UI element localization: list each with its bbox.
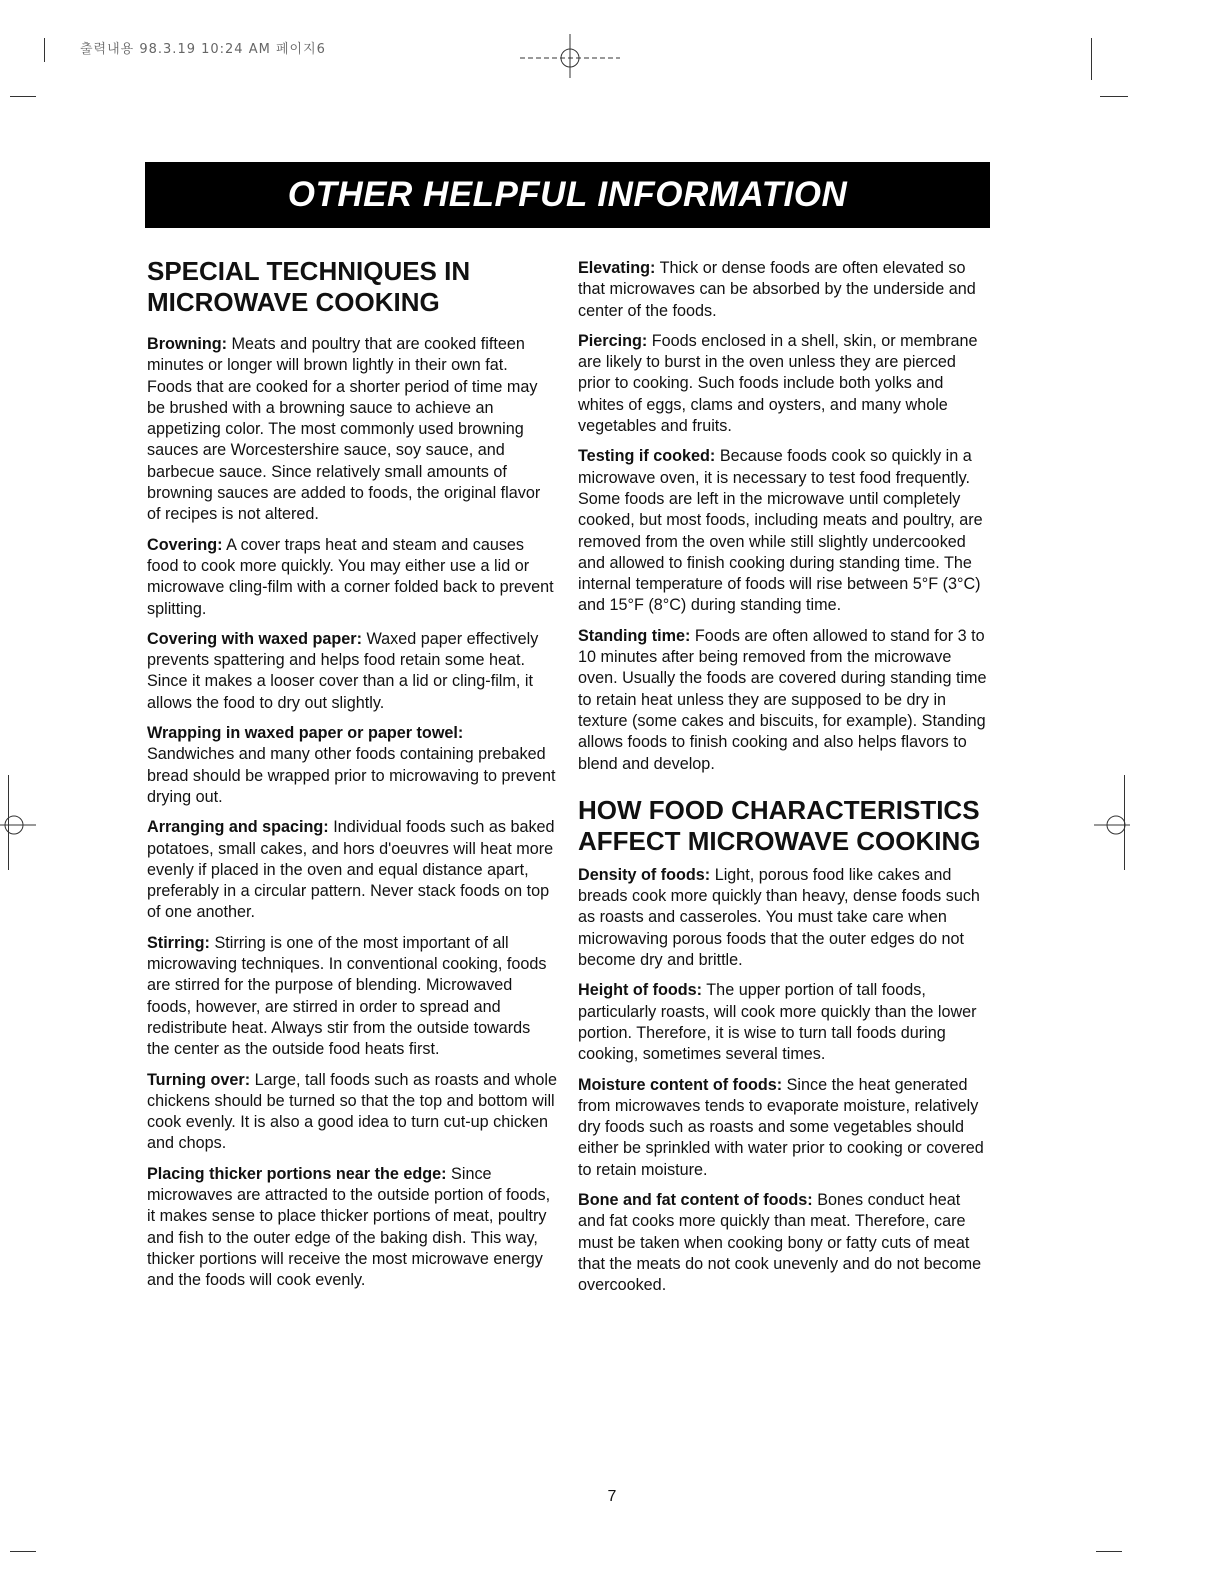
print-header: 출력내용 98.3.19 10:24 AM 페이지6 <box>80 42 326 57</box>
entry-term: Covering: <box>147 535 223 554</box>
entry-text: Sandwiches and many other foods containing prebaked bread should be wrapped prior to microwaving to prevent drying out. <box>147 745 556 806</box>
section-banner <box>145 162 990 228</box>
entry-text: Because foods cook so quickly in a microwave oven, it is necessary to test food frequently. Some foods are left in the microwave until completely cooked, but most foods, including meats and poultry, are removed from the oven while still slightly undercooked and allowed to finish cooking during standing time. The internal temperature of foods will rise between 5°F (3°C) and 15°F (8°C) during standing time. <box>578 447 983 615</box>
banner-title: OTHER HELPFUL INFORMATION <box>287 175 848 214</box>
entry-covering <box>147 535 557 620</box>
entry-text: Bones conduct heat and fat cooks more quickly than meat. Therefore, care must be taken when cooking bony or fatty cuts of meat that the meats do not cook unevenly and do not become overcooked. <box>578 1190 982 1295</box>
entry-text: Foods are often allowed to stand for 3 to 10 minutes after being removed from the microwave oven. Usually the foods are covered during standing time to retain heat unless they are supposed to be dry in texture (some cakes and biscuits, for example). Standing allows foods to finish cooking and also helps flavors to blend and develop. <box>578 626 987 773</box>
page-number: 7 <box>607 1488 617 1505</box>
entry-standing-time <box>578 626 990 775</box>
registration-mark-left <box>0 800 40 850</box>
left-column <box>147 256 557 1300</box>
entry-text: Thick or dense foods are often elevated so that microwaves can be absorbed by the underside and center of the foods. <box>578 259 976 320</box>
entry-text: Foods enclosed in a shell, skin, or membrane are likely to burst in the oven unless they are pierced prior to cooking. Such foods include both yolks and whites of eggs, clams and oysters, and many whole vegetables and fruits. <box>578 331 978 436</box>
entry-elevating <box>578 258 990 322</box>
crop-mark-bottom-left <box>10 1551 36 1552</box>
entry-piercing <box>578 331 990 437</box>
entry-text: Individual foods such as baked potatoes, small cakes, and hors d'oeuvres will heat more evenly if placed in the oven and equal distance apart, preferably in a circular pattern. Never stack foods on top of one another. <box>147 818 555 922</box>
entry-term: Wrapping in waxed paper or paper towel: <box>147 724 464 743</box>
entry-text: Since microwaves are attracted to the outside portion of foods, it makes sense to place thicker portions of meat, poultry and fish to the outer edge of the baking dish. This way, thicker portions will receive the most microwave energy and the foods will cook evenly. <box>147 1164 551 1290</box>
entry-term: Placing thicker portions near the edge: <box>147 1164 447 1183</box>
entry-text: Light, porous food like cakes and breads cook more quickly than heavy, dense foods such as roasts and casseroles. You must take care when microwaving porous foods that the outer edges do not become dry and brittle. <box>578 865 980 970</box>
entry-text: The upper portion of tall foods, particularly roasts, will cook more quickly than the lower portion. Therefore, it is wise to turn tall foods during cooking, sometimes several times. <box>578 981 977 1064</box>
registration-mark-top <box>520 30 620 80</box>
entry-covering-waxed-paper <box>147 629 557 714</box>
entry-text: Stirring is one of the most important of all microwaving techniques. In conventional cooking, foods are stirred for the purpose of blending. Microwaved foods, however, are stirred in order to spread and redistribute heat. Always stir from the outside towards the center as the outside food heats first. <box>147 933 547 1059</box>
section-title-food-characteristics: HOW FOOD CHARACTERISTICS AFFECT MICROWAVE COOKING <box>578 794 981 856</box>
entry-bone-fat <box>578 1190 990 1296</box>
entry-text: Waxed paper effectively prevents spattering and helps food retain some heat. Since it makes a looser cover than a lid or cling-film, it allows the food to dry out slightly. <box>147 629 539 712</box>
entry-text: Since the heat generated from microwaves tends to evaporate moisture, relatively dry foods such as roasts and some vegetables should either be sprinkled with water prior to cooking or covered to retain moisture. <box>578 1075 984 1179</box>
entry-term: Testing if cooked: <box>578 447 716 466</box>
crop-mark-top-right-h <box>1100 96 1128 97</box>
entry-term: Covering with waxed paper: <box>147 629 362 648</box>
entry-term: Turning over: <box>147 1070 251 1089</box>
entry-term: Elevating: <box>578 259 656 277</box>
crop-mark-top-right <box>1091 38 1092 80</box>
entry-thicker-portions <box>147 1164 557 1292</box>
crop-mark-bottom-right <box>1096 1551 1122 1552</box>
crop-mark-top-left-h <box>10 96 36 97</box>
right-column <box>578 258 990 1305</box>
entry-moisture <box>578 1075 990 1181</box>
crop-mark-top-left <box>44 38 45 62</box>
entry-height <box>578 980 990 1065</box>
entry-wrapping <box>147 723 557 808</box>
entry-term: Bone and fat content of foods: <box>578 1190 813 1209</box>
entry-term: Arranging and spacing: <box>147 818 329 837</box>
entry-turning-over <box>147 1070 557 1155</box>
entry-arranging-spacing <box>147 817 557 923</box>
entry-testing-if-cooked <box>578 446 990 616</box>
entry-stirring <box>147 933 557 1061</box>
entry-term: Density of foods: <box>578 865 711 884</box>
entry-text: Meats and poultry that are cooked fifteen minutes or longer will brown lightly in their own fat. Foods that are cooked for a shorter period of time may be brushed with a browning sauce to achieve an appetizing color. The most commonly used browning sauces are Worcestershire sauce, soy sauce, and barbecue sauce. Since relatively small amounts of browning sauces are added to foods, the original flavor of recipes is not altered. <box>147 335 541 524</box>
entry-term: Stirring: <box>147 933 210 952</box>
section-title-techniques: SPECIAL TECHNIQUES IN MICROWAVE COOKING <box>147 256 471 317</box>
entry-term: Browning: <box>147 335 228 353</box>
registration-mark-right <box>1094 800 1134 850</box>
entry-term: Moisture content of foods: <box>578 1075 783 1094</box>
entry-text: Large, tall foods such as roasts and whole chickens should be turned so that the top and bottom will cook evenly. It is also a good idea to turn cut-up chicken and chops. <box>147 1070 557 1153</box>
entry-text: A cover traps heat and steam and causes food to cook more quickly. You may either use a lid or microwave cling-film with a corner folded back to prevent splitting. <box>147 535 554 618</box>
entry-term: Piercing: <box>578 331 648 350</box>
entry-density <box>578 865 990 971</box>
entry-term: Height of foods: <box>578 981 703 1000</box>
entry-browning <box>147 334 557 526</box>
entry-term: Standing time: <box>578 626 691 645</box>
